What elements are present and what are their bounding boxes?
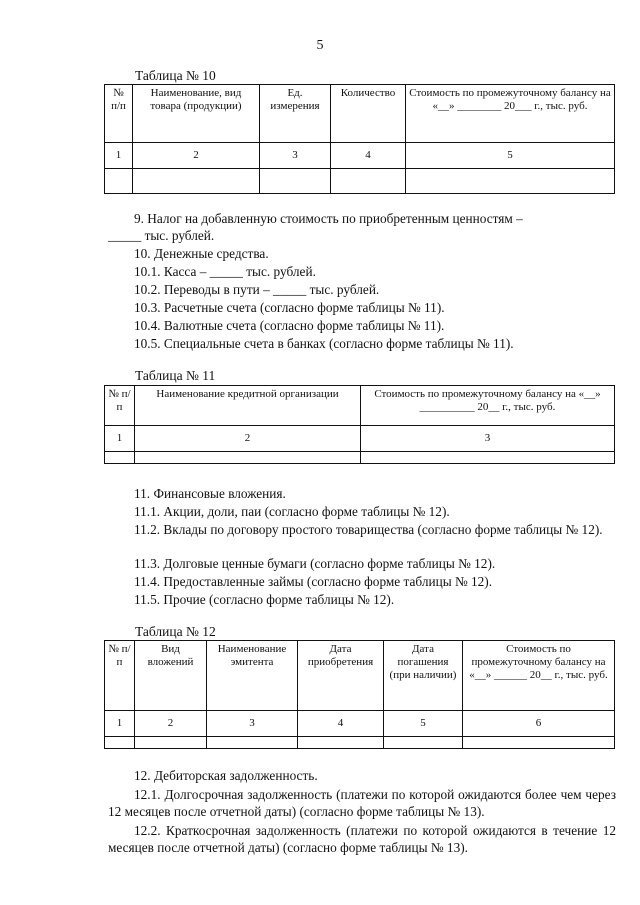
table-row — [105, 641, 615, 711]
section-12-item: 12.1. Долгосрочная задолженность (платежи по которой ожидаются более чем через 12 месяцев после отчетной даты) (согласно форме таблицы № 13). — [108, 787, 616, 819]
number-cell: 3 — [260, 143, 331, 169]
section-10-item: 10.3. Расчетные счета (согласно форме таблицы № 11). — [134, 300, 445, 315]
empty-cell — [105, 169, 133, 194]
table-row — [105, 737, 615, 749]
empty-cell — [105, 452, 135, 464]
section-11-item: 11.5. Прочие (согласно форме таблицы № 12). — [134, 592, 395, 607]
empty-cell — [135, 452, 361, 464]
table-12 — [104, 640, 615, 749]
section-10-title: 10. Денежные средства. — [134, 246, 269, 261]
number-cell: 5 — [406, 143, 615, 169]
empty-cell — [105, 737, 135, 749]
header-cell: Стоимость по промежуточному балансу на «__» __________ 20__ г., тыс. руб. — [361, 386, 615, 426]
number-cell: 1 — [105, 426, 135, 452]
number-cell: 3 — [207, 711, 298, 737]
section-10-item: 10.4. Валютные счета (согласно форме таблицы № 11). — [134, 318, 445, 333]
empty-cell — [298, 737, 384, 749]
header-cell: Количество — [331, 85, 406, 143]
header-cell: Наименование кредитной организации — [135, 386, 361, 426]
empty-cell — [384, 737, 463, 749]
table-row — [105, 143, 615, 169]
table-12-caption: Таблица № 12 — [135, 624, 216, 639]
section-11-item: 11.2. Вклады по договору простого товарищества (согласно форме таблицы № 12). — [134, 522, 603, 537]
table-row — [105, 426, 615, 452]
empty-cell — [463, 737, 615, 749]
section-10-item: 10.2. Переводы в пути – _____ тыс. рублей. — [134, 282, 380, 297]
header-cell: Вид вложений — [135, 641, 207, 711]
table-11-caption: Таблица № 11 — [135, 368, 216, 383]
empty-cell — [361, 452, 615, 464]
number-cell: 5 — [384, 711, 463, 737]
section-9-line-1: 9. Налог на добавленную стоимость по приобретенным ценностям – — [134, 211, 523, 226]
header-cell: Стоимость по промежуточному балансу на «__» ________ 20___ г., тыс. руб. — [406, 85, 615, 143]
empty-cell — [406, 169, 615, 194]
empty-cell — [260, 169, 331, 194]
empty-cell — [135, 737, 207, 749]
header-cell: Стоимость по промежуточному балансу на «__» ______ 20__ г., тыс. руб. — [463, 641, 615, 711]
header-cell: Наименование, вид товара (продукции) — [133, 85, 260, 143]
section-10-item: 10.5. Специальные счета в банках (согласно форме таблицы № 11). — [134, 336, 514, 351]
header-cell: № п/п — [105, 85, 133, 143]
table-10 — [104, 84, 615, 194]
empty-cell — [331, 169, 406, 194]
section-10-item: 10.1. Касса – _____ тыс. рублей. — [134, 264, 316, 279]
header-cell: Дата погашения (при наличии) — [384, 641, 463, 711]
number-cell: 1 — [105, 143, 133, 169]
number-cell: 4 — [298, 711, 384, 737]
empty-cell — [207, 737, 298, 749]
number-cell: 4 — [331, 143, 406, 169]
number-cell: 1 — [105, 711, 135, 737]
table-row — [105, 169, 615, 194]
header-cell: № п/п — [105, 641, 135, 711]
table-row — [105, 711, 615, 737]
header-cell: № п/п — [105, 386, 135, 426]
table-row — [105, 386, 615, 426]
empty-cell — [133, 169, 260, 194]
table-10-caption: Таблица № 10 — [135, 68, 216, 83]
header-cell: Наименование эмитента — [207, 641, 298, 711]
table-row — [105, 85, 615, 143]
number-cell: 2 — [133, 143, 260, 169]
number-cell: 6 — [463, 711, 615, 737]
header-cell: Дата приобретения — [298, 641, 384, 711]
number-cell: 2 — [135, 711, 207, 737]
number-cell: 3 — [361, 426, 615, 452]
section-11-item: 11.1. Акции, доли, паи (согласно форме таблицы № 12). — [134, 504, 450, 519]
page-number: 5 — [316, 38, 324, 53]
section-9-line-2: _____ тыс. рублей. — [108, 228, 215, 243]
header-cell: Ед. измерения — [260, 85, 331, 143]
section-12-item: 12.2. Краткосрочная задолженность (платежи по которой ожидаются в течение 12 месяцев после отчетной даты) (согласно форме таблицы № 13). — [108, 823, 616, 855]
section-12-title: 12. Дебиторская задолженность. — [134, 768, 318, 783]
table-row — [105, 452, 615, 464]
section-11-title: 11. Финансовые вложения. — [134, 486, 286, 501]
section-11-item: 11.3. Долговые ценные бумаги (согласно форме таблицы № 12). — [134, 556, 496, 571]
section-11-item: 11.4. Предоставленные займы (согласно форме таблицы № 12). — [134, 574, 493, 589]
table-11 — [104, 385, 615, 464]
number-cell: 2 — [135, 426, 361, 452]
